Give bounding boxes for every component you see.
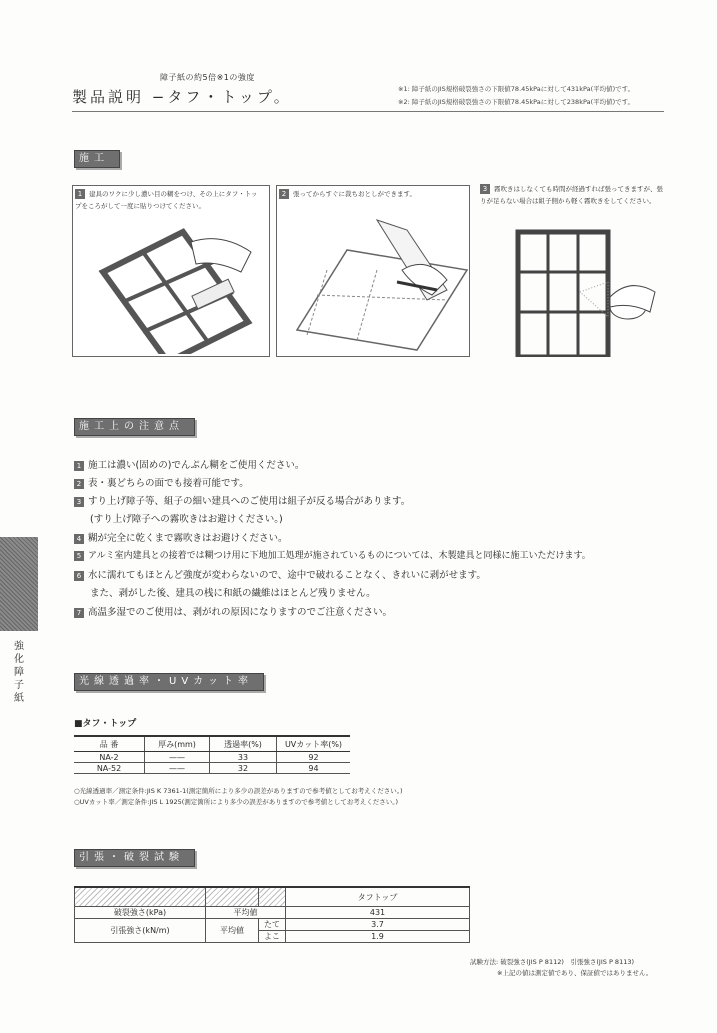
table-header-row — [75, 887, 470, 907]
precaution-item: 3 すり上げ障子等、組子の細い建具へのご使用は組子が反る場合があります。 — [74, 493, 410, 507]
sidebar-label: 強化障子紙 — [14, 641, 24, 704]
precaution-item: 6 水に濡れてもほとんど強度が変わらないので、途中で破れることなく、きれいに剥がせます。 — [74, 567, 486, 581]
col-header-uv: UVカット率(%) — [277, 736, 351, 752]
step-2-description: 張ってからすぐに裁ちおとしができます。 — [293, 190, 416, 198]
burst-label: 破裂強さ(kPa) — [75, 907, 206, 919]
light-note-2: ○UVカット率／測定条件:JIS L 1925(測定箇所により多少の誤差がありますので参考値としてお考えください。) — [74, 798, 399, 806]
header-note-1: ※1: 障子紙のJIS規格破裂強さの下限値78.45kPaに対して431kPa(平均値)です。 — [398, 85, 635, 93]
table-row: NA-2 —— 33 92 — [74, 752, 350, 763]
col-header-code: 品 番 — [74, 736, 145, 752]
header-note-2: ※2: 障子紙のJIS規格破裂強さの下限値78.45kPaに対して238kPa(平均値)です。 — [398, 98, 635, 106]
product-subtitle: 障子紙の約5倍※1の強度 — [160, 73, 255, 82]
tensile-value-horizontal: 1.9 — [286, 931, 470, 943]
col-header-product: タフトップ — [286, 887, 470, 907]
tensile-value-vertical: 3.7 — [286, 919, 470, 931]
step-2-illustration — [277, 210, 469, 354]
direction-horizontal: よこ — [259, 931, 286, 943]
section-heading-tensile: 引張・破裂試験 — [74, 849, 195, 867]
step-2-number: 2 — [279, 189, 289, 199]
step-3-text — [480, 183, 664, 207]
step-2-panel — [276, 185, 470, 357]
step-1-description: 建具のワクに少し濃い目の糊をつけ、その上にタフ・トップをころがして一度に貼りつけてください。 — [75, 190, 258, 210]
light-note-1: ○光線透過率／測定条件:JIS K 7361-1(測定箇所により多少の誤差がありますので参考値としてお考えください。) — [74, 787, 403, 795]
step-3-number: 3 — [480, 184, 490, 194]
tensile-label: 引張強さ(kN/m) — [75, 919, 206, 943]
tensile-kind: 平均値 — [206, 919, 259, 943]
step-1-illustration — [73, 222, 269, 354]
sidebar-tab — [0, 537, 38, 631]
precaution-item-continued: (すり上げ障子への霧吹きはお避けください。) — [90, 514, 283, 525]
page-title: 製品説明 −タフ・トップ。 — [72, 88, 292, 106]
precaution-item: 1 施工は濃い(固めの)でんぷん糊をご使用ください。 — [74, 457, 304, 471]
table-row — [75, 919, 470, 931]
precaution-item: 4 糊が完全に乾くまで霧吹きはお避けください。 — [74, 530, 288, 544]
step-1-number: 1 — [75, 189, 85, 199]
section-heading-precautions: 施工上の注意点 — [74, 418, 195, 436]
precaution-item-continued: また、剥がした後、建具の桟に和紙の繊維はほとんど残りません。 — [90, 588, 376, 599]
col-header-transmission: 透過率(%) — [210, 736, 277, 752]
test-method: 試験方法: 破裂強さ(JIS P 8112) 引張強さ(JIS P 8113) — [470, 958, 635, 966]
precaution-item: 2 表・裏どちらの面でも接着可能です。 — [74, 475, 249, 489]
tensile-table — [74, 886, 470, 943]
direction-vertical: たて — [259, 919, 286, 931]
step-2-text — [279, 188, 465, 200]
burst-kind: 平均値 — [206, 907, 286, 919]
precaution-item: 7 高温多湿でのご使用は、剥がれの原因になりますのでご注意ください。 — [74, 604, 392, 618]
precaution-item: 5 アルミ室内建具との接着では糊つけ用に下地加工処理が施されているものについては、木製建具と同様に施工いただけます。 — [74, 548, 591, 561]
step-3-description: 霧吹きはしなくても時間が経過すれば張ってきますが、張りが足らない場合は組子側から軽く霧吹きをしてください。 — [480, 185, 663, 205]
disclaimer: ※上記の値は測定値であり、保証値ではありません。 — [497, 969, 653, 977]
table-row: NA-52 —— 32 94 — [74, 763, 350, 774]
step-1-text — [75, 188, 263, 212]
col-header-thickness: 厚み(mm) — [145, 736, 210, 752]
section-heading-install: 施工 — [74, 150, 120, 168]
step-3-illustration — [480, 227, 664, 357]
burst-value: 431 — [286, 907, 470, 919]
light-table — [74, 735, 350, 774]
step-3-panel — [480, 183, 664, 358]
table-header-row — [74, 736, 350, 752]
table-row — [75, 907, 470, 919]
section-heading-light: 光線透過率・UVカット率 — [74, 673, 264, 691]
header-rule — [72, 111, 664, 112]
product-label: ■タフ・トップ — [74, 719, 137, 729]
step-1-panel — [72, 185, 270, 357]
